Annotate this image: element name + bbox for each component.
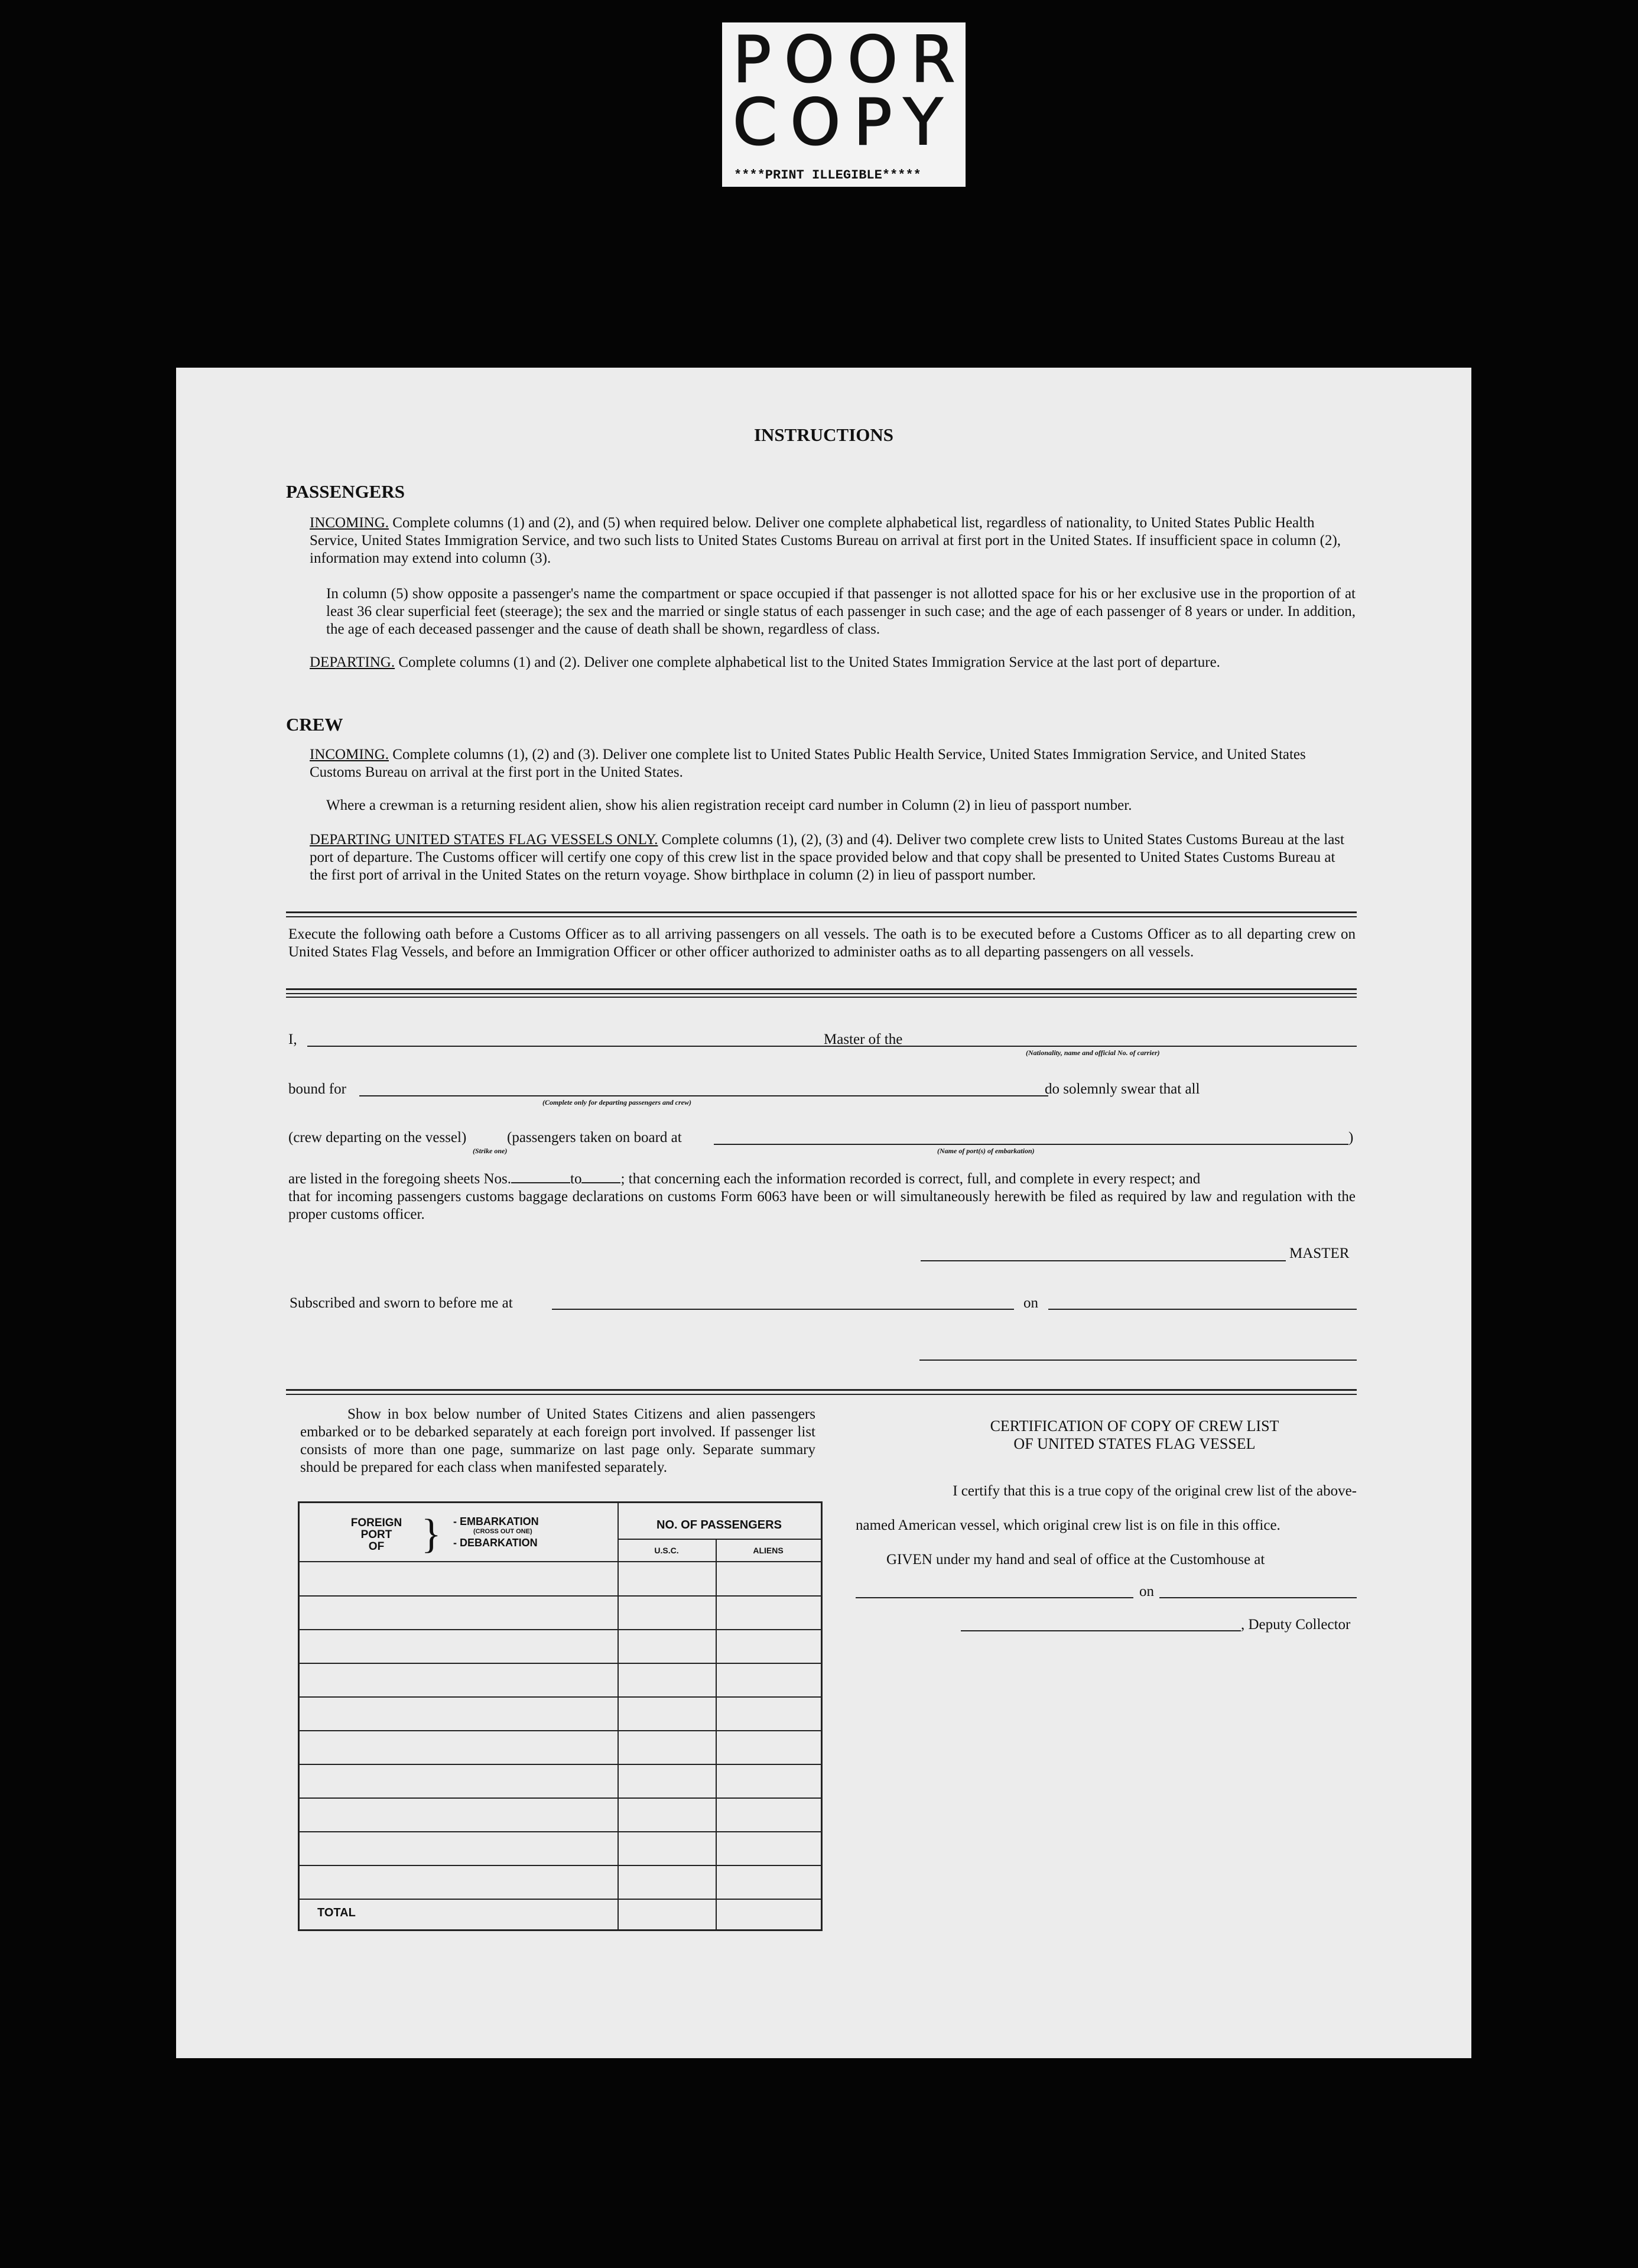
table-row[interactable] [300, 1629, 821, 1630]
port-label: PORT [360, 1529, 392, 1541]
passengers-incoming-label: INCOMING. [310, 515, 389, 531]
crew-departing-label: DEPARTING UNITED STATES FLAG VESSELS ONLY. [310, 832, 658, 848]
certify-line1: I certify that this is a true copy of the original crew list of the above- [953, 1483, 1357, 1499]
nationality-caption: (Nationality, name and official No. of carrier) [1026, 1049, 1160, 1057]
debarkation-label: - DEBARKATION [453, 1537, 538, 1549]
page-title: INSTRUCTIONS [753, 424, 893, 445]
deputy-signature-field[interactable] [961, 1630, 1241, 1631]
header-divider [300, 1561, 821, 1562]
given-text: GIVEN under my hand and seal of office at the Customhouse at [886, 1552, 1265, 1568]
divider [286, 911, 1357, 917]
passengers-departing-text: Complete columns (1) and (2). Deliver one complete alphabetical list to the United States Immigration Service at the last port of departure. [398, 654, 1220, 670]
ports-caption: (Name of port(s) of embarkation) [937, 1147, 1035, 1155]
column-divider [716, 1539, 717, 1929]
bound-for-label: bound for [288, 1081, 346, 1097]
divider [286, 988, 1357, 994]
strike-caption: (Strike one) [473, 1147, 508, 1155]
table-row[interactable] [300, 1865, 821, 1866]
swear-text: do solemnly swear that all [1045, 1081, 1200, 1097]
of-label: OF [368, 1540, 385, 1553]
crew-heading: CREW [286, 714, 343, 735]
row-divider [618, 1539, 821, 1540]
oath-instruction: Execute the following oath before a Customs Officer as to all arriving passengers on all vessels. The oath is to be executed before a Customs Officer as to all departing crew on United States Flag Vessels, and before an Immigration Officer or other officer authorized to administer oaths as to all departing passengers on all vessels. [288, 926, 1356, 960]
passengers-departing [310, 654, 1356, 671]
divider [286, 997, 1357, 998]
stamp-note: ****PRINT ILLEGIBLE***** [734, 168, 921, 183]
table-row[interactable] [300, 1797, 821, 1799]
crew-incoming-label: INCOMING. [310, 747, 389, 763]
no-of-passengers-header: NO. OF PASSENGERS [656, 1519, 782, 1532]
table-row[interactable] [300, 1831, 821, 1832]
listed-to: to [570, 1171, 582, 1187]
table-row[interactable] [300, 1595, 821, 1597]
stamp-line2: COPY [733, 86, 956, 160]
foreign-label: FOREIGN [350, 1517, 402, 1529]
sheet-from-field[interactable] [511, 1170, 570, 1183]
certification-on-label: on [1139, 1584, 1154, 1599]
foreign-port-header [335, 1517, 418, 1553]
deputy-collector-label: , Deputy Collector [1241, 1617, 1351, 1633]
passenger-summary-table [298, 1501, 823, 1931]
stamp-line1: POOR [733, 23, 968, 97]
subscribed-place-field[interactable] [552, 1309, 1014, 1310]
passengers-heading: PASSENGERS [286, 481, 405, 502]
complete-caption: (Complete only for departing passengers and crew) [542, 1098, 691, 1107]
cross-out-label: (CROSS OUT ONE) [473, 1528, 532, 1535]
divider [286, 1389, 1357, 1395]
carrier-field[interactable] [916, 1046, 1357, 1047]
summary-instructions: Show in box below number of United States Citizens and alien passengers embarked or to be debarked separately at each foreign port involved. If passenger list consists of more than one page, summarize on last page only. Separate summary should be prepared for each class when manifested separately. [300, 1406, 815, 1475]
crew-incoming-text: Complete columns (1), (2) and (3). Deliver one complete list to United States Public Health Service, United States Immigration Service, and United States Customs Bureau on arrival at the first port in the United States. [310, 747, 1306, 780]
passengers-incoming [310, 514, 1356, 567]
passengers-incoming-text: Complete columns (1) and (2), and (5) when required below. Deliver one complete alphabetical list, regardless of nationality, to United States Public Health Service, United States Immigration Service, and two such lists to United States Customs Bureau on arrival at first port in the United States. If insufficient space in column (2), information may extend into column (3). [310, 515, 1341, 566]
table-row[interactable] [300, 1764, 821, 1765]
form-page [176, 368, 1471, 2058]
poor-copy-stamp [722, 22, 966, 187]
certification-title [922, 1417, 1347, 1453]
bound-for-field[interactable] [359, 1095, 1048, 1096]
aliens-header: ALIENS [753, 1546, 784, 1555]
certification-title-line2: OF UNITED STATES FLAG VESSEL [1013, 1435, 1256, 1452]
crew-resident-text: Where a crewman is a returning resident alien, show his alien registration receipt card number in Column (2) in lieu of passport number. [326, 797, 1132, 813]
passengers-departing-label: DEPARTING. [310, 654, 395, 670]
crew-departing-text: Complete columns (1), (2), (3) and (4). Deliver two complete crew lists to United States Customs Bureau at the last port of departure. The Customs officer will certify one copy of this crew list in the space provided below and that copy shall be presented to United States Customs Bureau at the first port of arrival in the United States on the return voyage. Show birthplace in column (2) in lieu of passport number. [310, 832, 1344, 883]
listed-a: are listed in the foregoing sheets Nos. [288, 1171, 511, 1187]
certification-title-line1: CERTIFICATION OF COPY OF CREW LIST [990, 1417, 1279, 1435]
listed-c: that for incoming passengers customs baggage declarations on customs Form 6063 have been or will simultaneously herewith be filed as required by law and regulation with the proper customs officer. [288, 1189, 1356, 1222]
subscribed-label: Subscribed and sworn to before me at [290, 1295, 513, 1311]
certify-line2: named American vessel, which original crew list is on file in this office. [856, 1517, 1280, 1533]
embarkation-label: - EMBARKATION [453, 1516, 539, 1527]
certification-date-field[interactable] [1159, 1597, 1357, 1598]
master-signature-field[interactable] [921, 1260, 1286, 1261]
officer-signature-field[interactable] [919, 1359, 1357, 1361]
crew-departing [310, 831, 1356, 884]
passengers-column5-text: In column (5) show opposite a passenger's name the compartment or space occupied if that passenger is not allotted space for his or her exclusive use in the proportion of at least 36 clear superficial feet (steerage); the sex and the married or single status of each passenger in such case; and the age of each passenger of 8 years or under. In addition, the age of each deceased passenger and the cause of death shall be shown, regardless of class. [326, 586, 1356, 637]
customhouse-field[interactable] [856, 1597, 1133, 1598]
subscribed-on-label: on [1023, 1295, 1038, 1311]
master-of-label: Master of the [824, 1031, 903, 1047]
table-row[interactable] [300, 1899, 821, 1900]
usc-header: U.S.C. [654, 1546, 679, 1555]
close-paren: ) [1348, 1130, 1354, 1146]
sheet-to-field[interactable] [581, 1170, 620, 1183]
total-label: TOTAL [317, 1906, 356, 1919]
table-row[interactable] [300, 1663, 821, 1664]
crew-departing-option: (crew departing on the vessel) [288, 1130, 467, 1146]
listed-sheets-text [288, 1170, 1200, 1188]
oath-i: I, [288, 1031, 297, 1047]
passengers-taken-option: (passengers taken on board at [507, 1130, 682, 1146]
table-row[interactable] [300, 1730, 821, 1731]
subscribed-date-field[interactable] [1048, 1309, 1357, 1310]
crew-incoming [310, 746, 1356, 781]
listed-b: ; that concerning each the information recorded is correct, full, and complete in every respect; and [620, 1171, 1201, 1187]
embarkation-port-field[interactable] [714, 1144, 1348, 1145]
master-label: MASTER [1289, 1245, 1350, 1261]
table-row[interactable] [300, 1696, 821, 1698]
brace-glyph: } [421, 1511, 441, 1557]
